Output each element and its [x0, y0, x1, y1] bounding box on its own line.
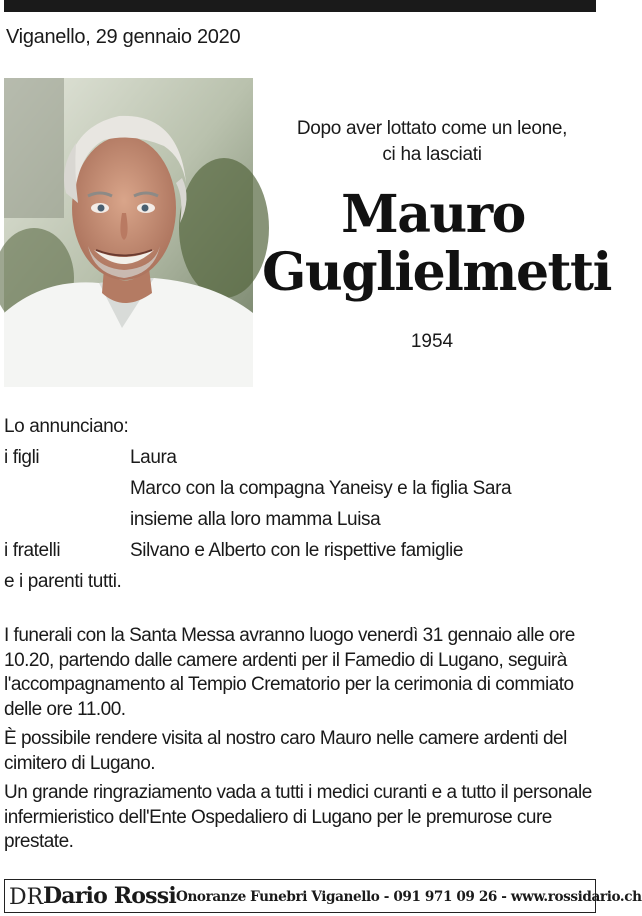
place-date: Viganello, 29 gennaio 2020	[6, 26, 241, 48]
relation-names: Silvano e Alberto con le rispettive famiglie	[130, 540, 464, 561]
funeral-home-name: Dario Rossi	[43, 883, 176, 909]
deceased-name	[262, 184, 611, 303]
first-name: Mauro	[341, 184, 525, 245]
intro-line-1: Dopo aver lottato come un leone,	[296, 118, 568, 139]
relation-names: Marco con la compagna Yaneisy e la figlia Sara	[130, 478, 512, 499]
logo-letters: DR	[9, 885, 44, 910]
mourners-list	[4, 411, 596, 597]
visit-paragraph: È possibile rendere visita al nostro caro Mauro nelle camere ardenti del cimitero di Lugano.	[4, 728, 567, 774]
body-text	[4, 624, 600, 860]
intro-line-2: ci ha lasciati	[382, 144, 482, 165]
dr-logo-icon	[8, 882, 44, 910]
mourners-closing: e i parenti tutti.	[4, 571, 122, 592]
top-rule	[4, 0, 596, 12]
list-item	[4, 535, 596, 566]
list-item	[4, 504, 596, 535]
relation-label: i figli	[4, 447, 40, 468]
relation-label: i fratelli	[4, 540, 61, 561]
relation-names: Laura	[130, 447, 177, 468]
last-name: Guglielmetti	[262, 242, 611, 303]
intro-text	[262, 116, 602, 168]
funeral-paragraph: I funerali con la Santa Messa avranno luogo venerdì 31 gennaio alle ore 10.20, partendo dalle camere ardenti per il Famedio di Lugano, seguirà l'accompagnamento al Tempio Crematorio per la cerimonia di commiato delle ore 11.00.	[4, 625, 575, 720]
mourners-heading: Lo annunciano:	[4, 416, 129, 437]
portrait-photo	[4, 78, 253, 387]
list-item	[4, 473, 596, 504]
funeral-home-contact: Onoranze Funebri Viganello - 091 971 09 26 - www.rossidario.ch	[176, 889, 642, 905]
birth-year: 1954	[410, 331, 454, 352]
funeral-home-banner	[4, 879, 642, 913]
thanks-paragraph: Un grande ringraziamento vada a tutti i medici curanti e a tutto il personale infermieristico dell'Ente Ospedaliero di Lugano per le premurose cure prestate.	[4, 782, 592, 852]
relation-names: insieme alla loro mamma Luisa	[130, 509, 381, 530]
list-item	[4, 442, 596, 473]
